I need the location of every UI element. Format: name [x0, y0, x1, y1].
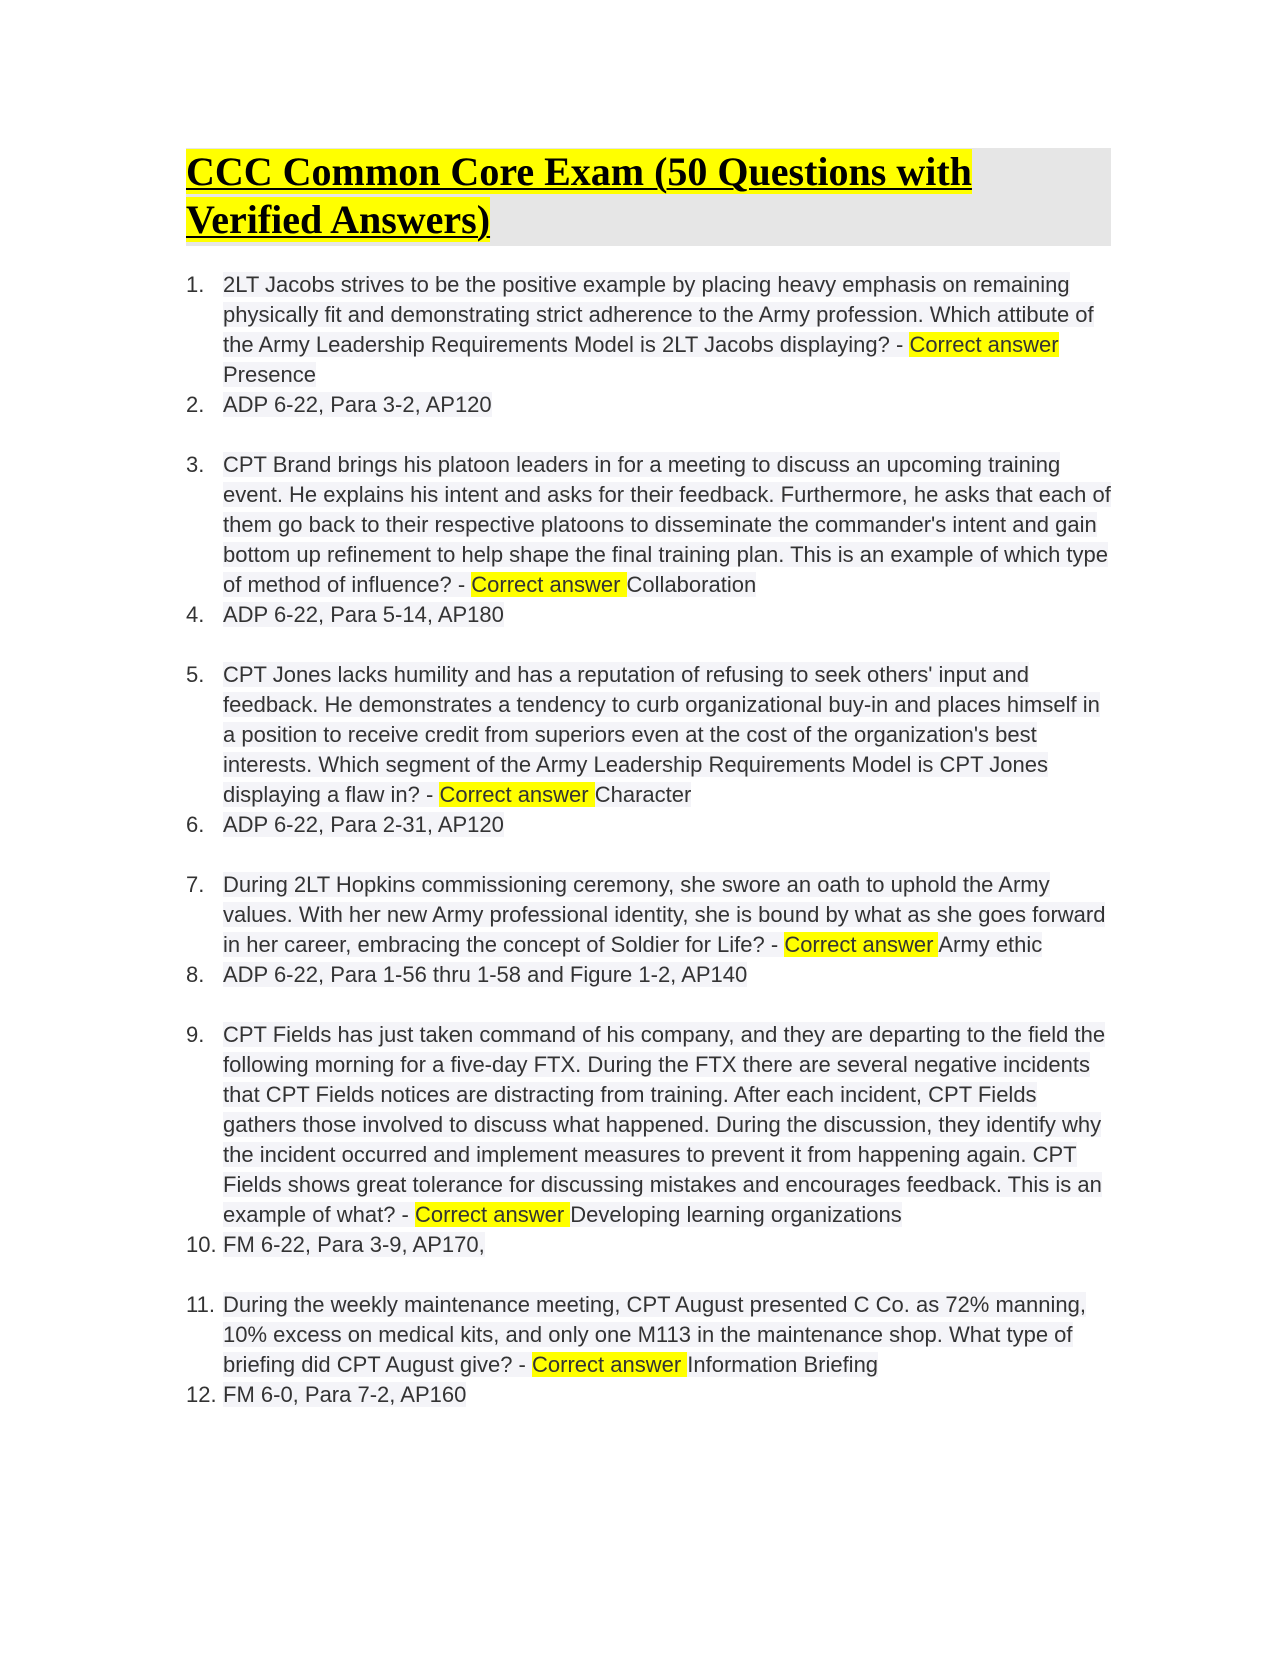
item-number: 4. [186, 602, 205, 627]
correct-answer-marker: Correct answer [439, 782, 595, 807]
question-text: CPT Brand brings his platoon leaders in for a meeting to discuss an upcoming training event. He explains his intent and asks for their feedback. Furthermore, he asks that each of them go back to their respective platoons to disseminate the commander's intent and gain bottom up refinement to help shape the final training plan. This is an example of which type of method of influence? - [223, 452, 1111, 597]
question-item [186, 450, 1111, 600]
question-item [186, 1290, 1111, 1380]
item-number: 1. [186, 272, 205, 297]
answer-text: Army ethic [938, 932, 1043, 957]
reference-item [186, 960, 1111, 990]
item-number: 5. [186, 662, 205, 687]
question-text: 2LT Jacobs strives to be the positive example by placing heavy emphasis on remaining physically fit and demonstrating strict adherence to the Army profession. Which attibute of the Army Leadership Requirements Model is 2LT Jacobs displaying? - [223, 272, 1094, 357]
reference-item [186, 600, 1111, 630]
answer-text: Collaboration [626, 572, 757, 597]
answer-text: Character [594, 782, 692, 807]
question-item [186, 270, 1111, 390]
item-number: 9. [186, 1022, 205, 1047]
question-text: During the weekly maintenance meeting, CPT August presented C Co. as 72% manning, 10% excess on medical kits, and only one M113 in the maintenance shop. What type of briefing did CPT August give? - [223, 1292, 1086, 1377]
reference-item [186, 1380, 1111, 1410]
question-item [186, 870, 1111, 960]
correct-answer-marker: Correct answer [471, 572, 627, 597]
answer-text: Information Briefing [687, 1352, 879, 1377]
question-text: During 2LT Hopkins commissioning ceremony, she swore an oath to uphold the Army values. With her new Army professional identity, she is bound by what as she goes forward in her career, embracing the concept of Soldier for Life? - [223, 872, 1106, 957]
reference-item [186, 1230, 1111, 1260]
question-item [186, 660, 1111, 810]
item-number: 3. [186, 452, 205, 477]
reference-text: ADP 6-22, Para 3-2, AP120 [223, 392, 492, 417]
question-text: CPT Jones lacks humility and has a reputation of refusing to seek others' input and feedback. He demonstrates a tendency to curb organizational buy-in and places himself in a position to receive credit from superiors even at the cost of the organization's best interests. Which segment of the Army Leadership Requirements Model is CPT Jones displaying a flaw in? - [223, 662, 1100, 807]
reference-text: ADP 6-22, Para 1-56 thru 1-58 and Figure 1-2, AP140 [223, 962, 748, 987]
reference-text: ADP 6-22, Para 5-14, AP180 [223, 602, 504, 627]
document-title-text: CCC Common Core Exam (50 Questions with Verified Answers) [186, 149, 972, 242]
question-item [186, 1020, 1111, 1230]
item-number: 11. [186, 1292, 215, 1317]
answer-text: Developing learning organizations [570, 1202, 902, 1227]
correct-answer-marker: Correct answer [532, 1352, 688, 1377]
reference-text: FM 6-0, Para 7-2, AP160 [223, 1382, 467, 1407]
reference-text: FM 6-22, Para 3-9, AP170, [223, 1232, 485, 1257]
item-number: 7. [186, 872, 205, 897]
question-list [186, 270, 1111, 1410]
item-number: 6. [186, 812, 205, 837]
correct-answer-marker: Correct answer [784, 932, 939, 957]
correct-answer-marker: Correct answer [414, 1202, 571, 1227]
item-number: 2. [186, 392, 205, 417]
item-number: 12. [186, 1382, 217, 1407]
reference-item [186, 810, 1111, 840]
item-number: 8. [186, 962, 205, 987]
correct-answer-marker: Correct answer [909, 332, 1059, 357]
reference-text: ADP 6-22, Para 2-31, AP120 [223, 812, 504, 837]
question-text: CPT Fields has just taken command of his company, and they are departing to the field the following morning for a five-day FTX. During the FTX there are several negative incidents that CPT Fields notices are distracting from training. After each incident, CPT Fields gathers those involved to discuss what happened. During the discussion, they identify why the incident occurred and implement measures to prevent it from happening again. CPT Fields shows great tolerance for discussing mistakes and encourages feedback. This is an example of what? - [223, 1022, 1106, 1227]
answer-text: Presence [223, 362, 316, 387]
title-block [186, 148, 1111, 246]
document-page [186, 148, 1111, 1440]
item-number: 10. [186, 1232, 217, 1257]
reference-item [186, 390, 1111, 420]
document-title [186, 148, 1111, 244]
